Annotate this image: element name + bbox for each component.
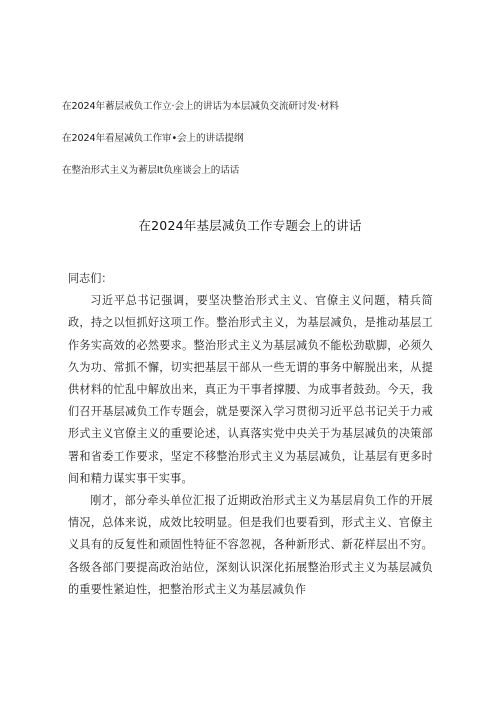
document-title: 在2024年基层减负工作专题会上的讲话 (138, 218, 362, 233)
body-paragraph-1: 习近平总书记强调，要坚决整治形式主义、官僚主义问题，精兵简政，持之以恒抓好这项工作。整治形式主义，为基层减负，是推动基层工作务实高效的必然要求。整治形式主义为基层减负不能松劲歇脚，必须久久为功、常抓不懈，切实把基层干部从一些无谓的事务中解脱出来，从提供材料的忙乱中解放出来，真正为干事者撑腰、为成事者鼓劲。今天，我们召开基层减负工作专题会，就是要深入学习贯彻习近平总书记关于力戒形式主义官僚主义的重要论述，认真落实党中央关于为基层减负的决策部署和省委工作要求，坚定不移整治形式主义为基层减负，让基层有更多时间和精力谋实事干实事。 (68, 294, 433, 485)
related-title-1[interactable]: 在2024年蓄层戒负工作立·会上的讲话为本层减负交流研讨发·材料 (62, 101, 339, 112)
salutation: 同志们： (68, 272, 113, 285)
related-titles-list (62, 101, 482, 177)
related-title-3[interactable]: 在整治形式主义为蓄层It负座谈会上的话话 (62, 165, 240, 176)
document-body (68, 268, 433, 601)
body-paragraph-2: 刚才，部分牵头单位汇报了近期政治形式主义为基层肩负工作的开展情况，总体来说，成效比较明显。但是我们也要看到，形式主义、官僚主义具有的反复性和顽固性特征不容忽视，各种新形式、新花样层出不穷。各级各部门要提高政治站位，深刻认识深化拓展整治形式主义为基层减负的重要性紧迫性，把整治形式主义为基层减负作 (68, 494, 433, 596)
related-title-2[interactable]: 在2024年看屋减负工作审•会上的讲话提纲 (62, 133, 244, 144)
